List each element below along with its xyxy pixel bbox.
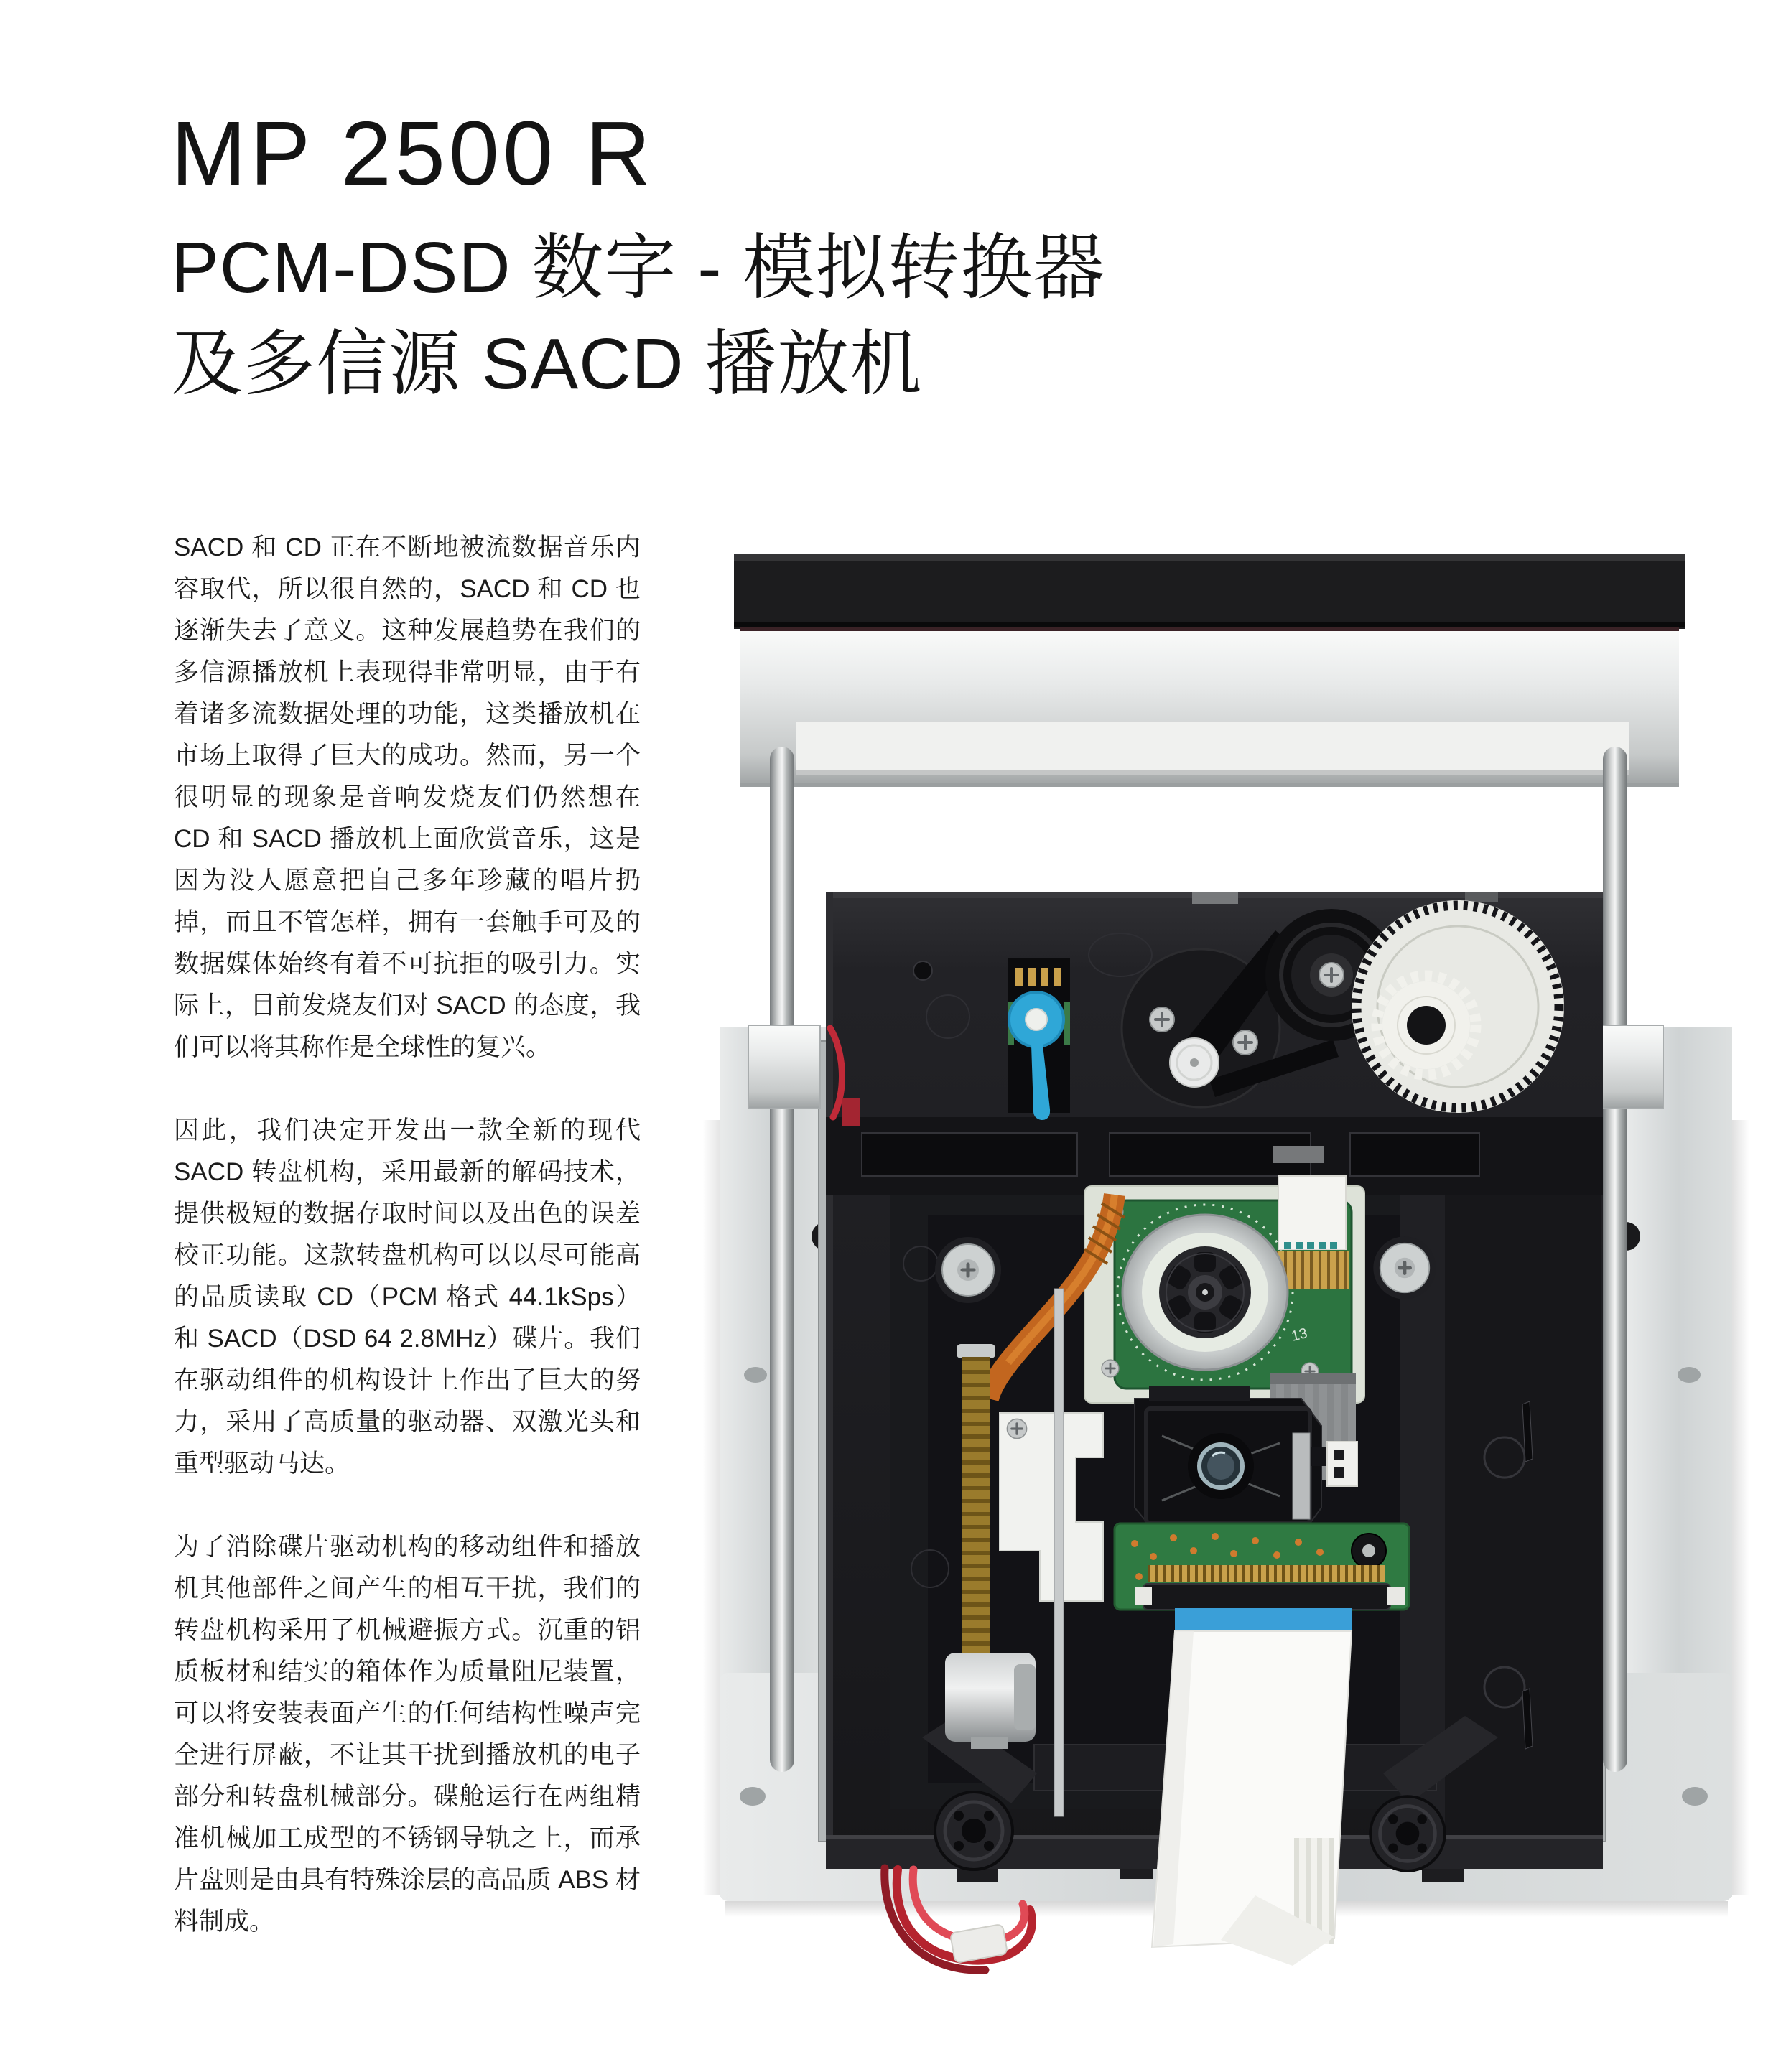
chassis-washer-screw-left [935,1237,1001,1303]
paragraph-new-transport: 因此，我们决定开发出一款全新的现代 SACD 转盘机构，采用最新的解码技术，提供极短的数据存取时间以及出色的误差校正功能。这款转盘机构可以以尽可能高的品质读取 CD（PCM 格式 44.1kSps）和 SACD（DSD 64 2.8MHz）碟片。我们在驱动组件的机构设计上作出了巨大的努力，采用了高质量的驱动器、双激光头和重型驱动马达。 [174,1116,641,1478]
paragraph-market-trend: SACD 和 CD 正在不断地被流数据音乐内容取代，所以很自然的，SACD 和 CD 也逐渐失去了意义。这种发展趋势在我们的多信源播放机上表现得非常明显，由于有着诸多流数据处理的功能，这类播放机在市场上取得了巨大的成功。然而，另一个很明显的现象是音响发烧友们仍然想在 CD 和 SACD 播放机上面欣赏音乐，这是因为没人愿意把自己多年珍藏的唱片扔掉，而且不管怎样，拥有一套触手可及的数据媒体始终有着不可抗拒的吸引力。实际上，目前发烧友们对 SACD 的态度，我们可以将其称作是全球性的复兴。 [174,533,641,1061]
crossbar-black-cap [734,554,1685,629]
rubber-damper-left [935,1792,1013,1870]
guide-rod-right [1603,747,1627,1772]
product-model-title: MP 2500 R [171,103,655,204]
chassis-washer-screw-right [1373,1236,1436,1299]
ribbon-blue-stripe [1175,1608,1352,1631]
pickup-connector [1327,1442,1357,1486]
rod-slider-block-left [748,1025,820,1109]
pickup-guide-shaft [1054,1289,1064,1816]
paragraph-vibration-isolation: 为了消除碟片驱动机构的移动组件和播放机其他部件之间产生的相互干扰，我们的转盘机构采用了机械避振方式。沉重的铝质板材和结实的箱体作为质量阻尼装置，可以将安装表面产生的任何结构性噪声完全进行屏蔽，不让其干扰到播放机的电子部分和转盘机械部分。碟舱运行在两组精准机械加工成型的不锈钢导轨之上，而承片盘则是由具有特殊涂层的高品质 ABS 材料制成。 [174,1533,641,1936]
product-subtitle-line1: PCM-DSD 数字 - 模拟转换器 [171,228,1106,309]
disc-tray-crossbar [734,554,1685,787]
guide-rod-left [770,747,794,1772]
pcb-silkscreen-marking: 13 [1289,1325,1309,1345]
ribbon-connector [1143,1584,1390,1610]
product-subtitle-line2: 及多信源 SACD 播放机 [171,324,923,405]
rubber-damper-right [1370,1796,1445,1871]
ffc-connector [1278,1176,1346,1249]
